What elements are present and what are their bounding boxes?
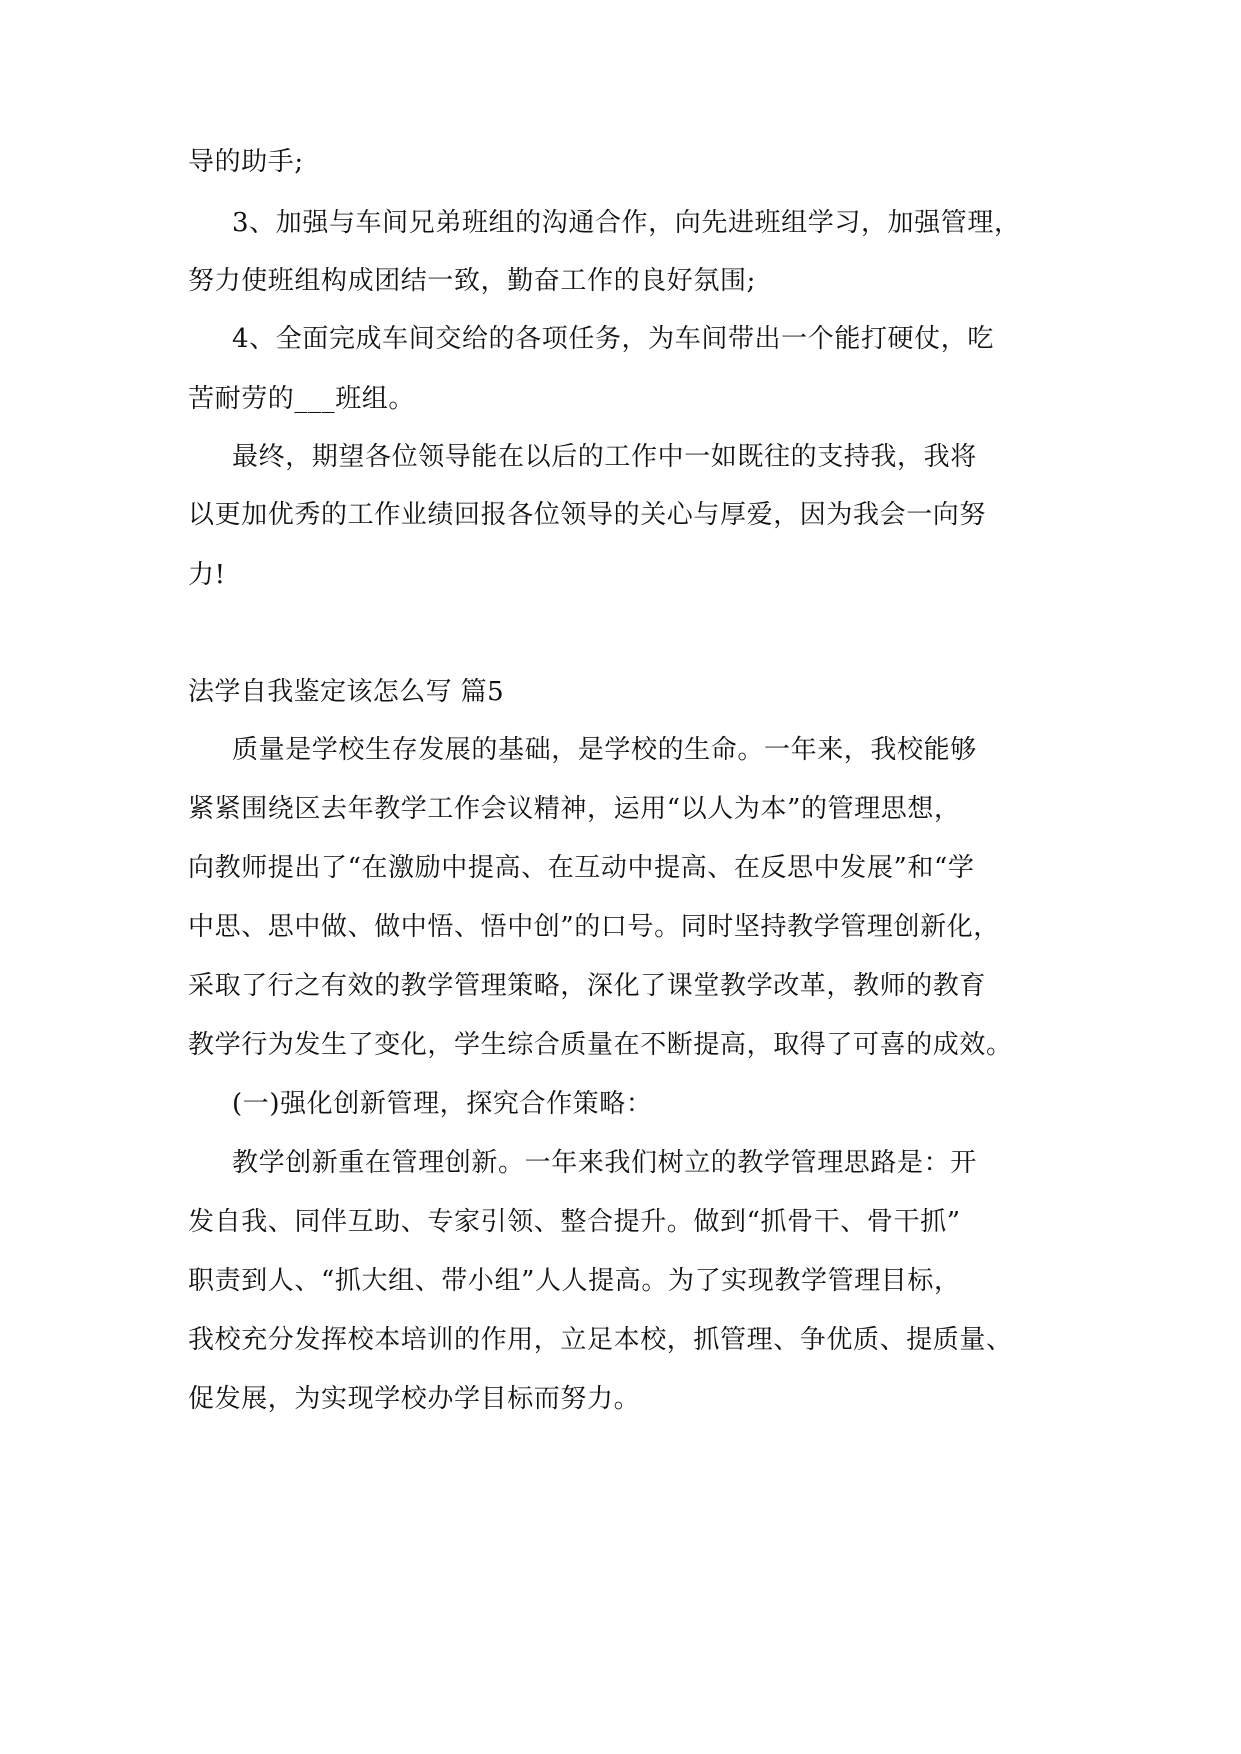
text-line: 以更加优秀的工作业绩回报各位领导的关心与厚爱，因为我会一向努 [188, 500, 987, 530]
text-line: 中思、思中做、做中悟、悟中创”的口号。同时坚持教学管理创新化， [188, 912, 1000, 942]
text-line: 职责到人、“抓大组、带小组”人人提高。为了实现教学管理目标， [188, 1266, 961, 1296]
text-line: 向教师提出了“在激励中提高、在互动中提高、在反思中发展”和“学 [188, 853, 975, 883]
paragraph-start: 质量是学校生存发展的基础，是学校的生命。一年来，我校能够 [232, 735, 977, 765]
text-line: 力! [188, 560, 226, 590]
list-item-3: 3、加强与车间兄弟班组的沟通合作，向先进班组学习，加强管理， [232, 208, 1021, 238]
text-line: 苦耐劳的___班组。 [188, 384, 416, 414]
text-line: 采取了行之有效的教学管理策略，深化了课堂教学改革，教师的教育 [188, 971, 987, 1001]
paragraph-start: 最终，期望各位领导能在以后的工作中一如既往的支持我，我将 [232, 442, 977, 472]
paragraph-start: 教学创新重在管理创新。一年来我们树立的教学管理思路是：开 [232, 1148, 977, 1178]
text-line: 教学行为发生了变化，学生综合质量在不断提高，取得了可喜的成效。 [188, 1030, 1013, 1060]
section-heading: 法学自我鉴定该怎么写 篇5 [188, 677, 505, 707]
text-line: 紧紧围绕区去年教学工作会议精神，运用“以人为本”的管理思想， [188, 794, 961, 824]
list-item-4: 4、全面完成车间交给的各项任务，为车间带出一个能打硬仗，吃 [232, 324, 994, 354]
text-line: 促发展，为实现学校办学目标而努力。 [188, 1384, 641, 1414]
subheading: (一)强化创新管理，探究合作策略： [232, 1089, 653, 1119]
text-line: 我校充分发挥校本培训的作用，立足本校，抓管理、争优质、提质量、 [188, 1325, 1013, 1355]
text-line: 导的助手; [188, 147, 304, 177]
text-line: 努力使班组构成团结一致，勤奋工作的良好氛围; [188, 266, 756, 296]
text-line: 发自我、同伴互助、专家引领、整合提升。做到“抓骨干、骨干抓” [188, 1207, 961, 1237]
